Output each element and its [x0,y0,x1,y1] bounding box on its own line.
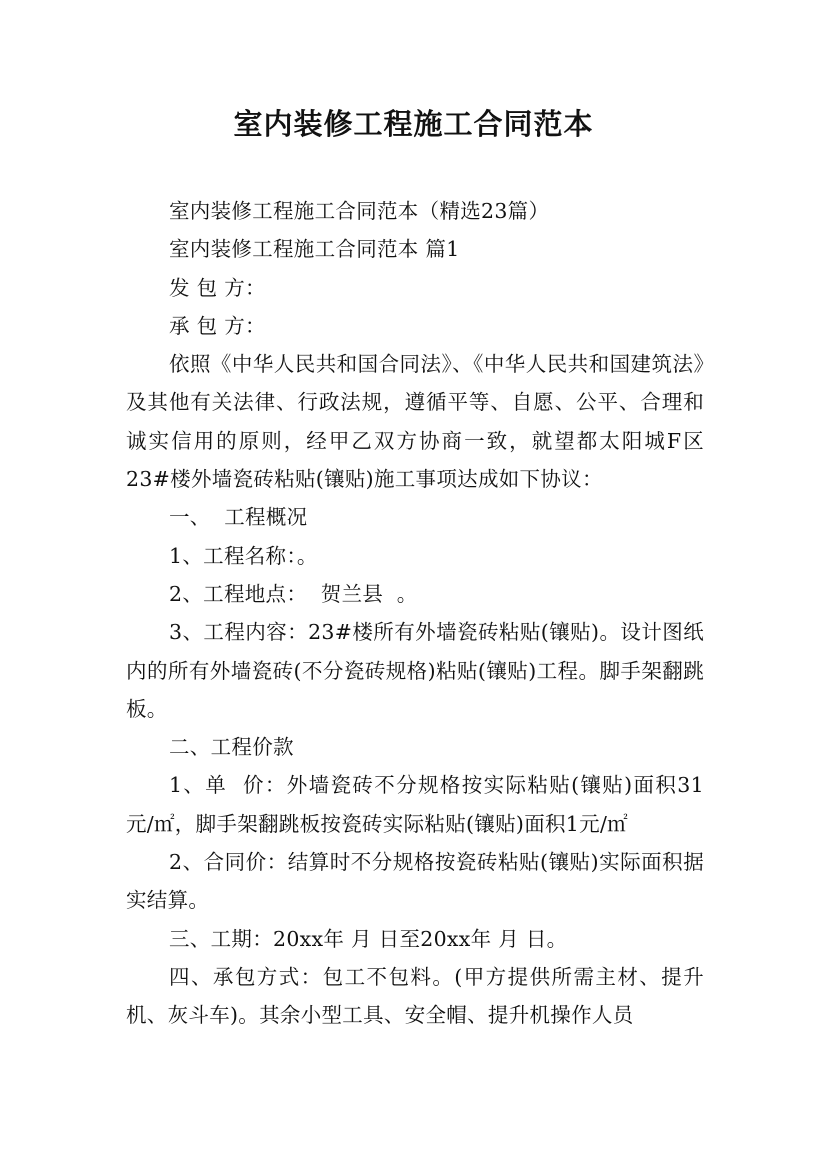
document-title: 室内装修工程施工合同范本 [233,107,594,141]
paragraph-contract-price: 2、合同价：结算时不分规格按瓷砖粘贴(镶贴)实际面积据实结算。 [126,850,704,913]
paragraph-project-content: 3、工程内容：23#楼所有外墙瓷砖粘贴(镶贴)。设计图纸内的所有外墙瓷砖(不分瓷砖规格)粘贴(镶贴)工程。脚手架翻跳板。 [126,620,704,721]
paragraph-preamble: 依照《中华人民共和国合同法》、《中华人民共和国建筑法》及其他有关法律、行政法规，遵循平等、自愿、公平、合理和诚实信用的原则，经甲乙双方协商一致，就望都太阳城F区23#楼外墙瓷砖粘贴(镶贴)施工事项达成如下协议： [126,352,704,492]
paragraph-contractor-party: 承 包 方： [169,313,266,338]
section-heading-project-overview: 一、 工程概况 [169,505,308,530]
paragraph-subtitle: 室内装修工程施工合同范本（精选23篇） [169,199,550,223]
paragraph-contract-method: 四、承包方式：包工不包料。(甲方提供所需主材、提升机、灰斗车)。其余小型工具、安全帽、提升机操作人员 [126,964,704,1028]
paragraph-employer-party: 发 包 方： [169,275,266,300]
paragraph-chapter-heading: 室内装修工程施工合同范本 篇1 [169,237,460,262]
paragraph-project-location: 2、工程地点： 贺兰县 。 [169,581,418,606]
paragraph-unit-price: 1、单 价：外墙瓷砖不分规格按实际粘贴(镶贴)面积31元/㎡，脚手架翻跳板按瓷砖实际粘贴(镶贴)面积1元/㎡ [126,773,704,836]
document-body [126,192,704,1035]
section-heading-project-price: 二、工程价款 [169,735,294,760]
paragraph-project-name: 1、工程名称：。 [169,543,318,568]
paragraph-duration: 三、工期：20xx年 月 日至20xx年 月 日。 [169,926,568,951]
